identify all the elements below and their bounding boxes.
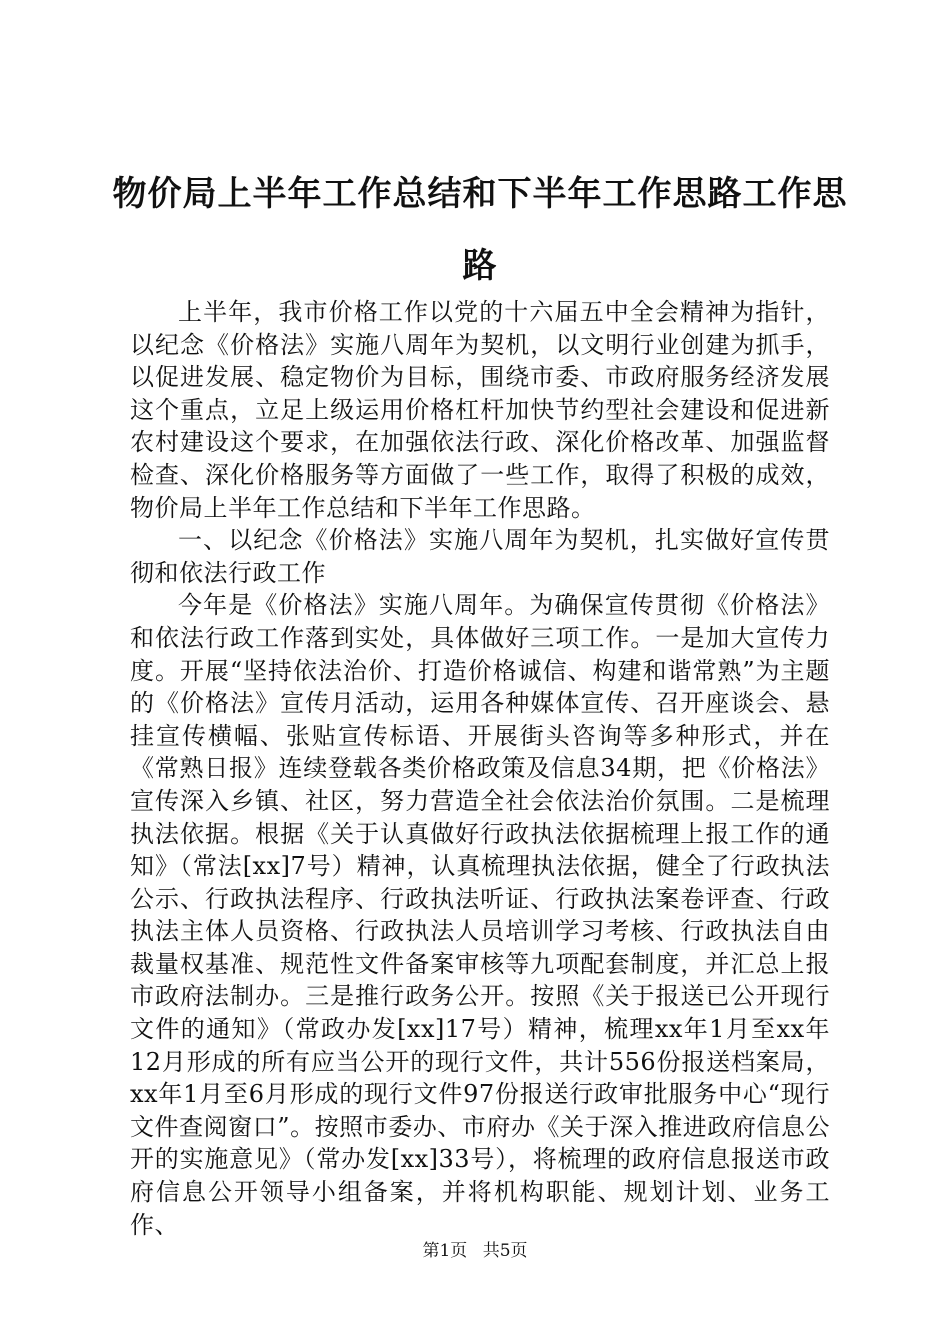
document-body bbox=[130, 296, 830, 1241]
section-heading-1: 一、以纪念《价格法》实施八周年为契机，扎实做好宣传贯彻和依法行政工作 bbox=[130, 526, 830, 587]
page-footer bbox=[0, 1240, 950, 1262]
page-total: 共5页 bbox=[482, 1241, 528, 1261]
page-number: 第1页 bbox=[422, 1241, 468, 1261]
paragraph-section-1: 今年是《价格法》实施八周年。为确保宣传贯彻《价格法》和依法行政工作落到实处，具体做好三项工作。一是加大宣传力度。开展“坚持依法治价、打造价格诚信、构建和谐常熟”为主题的《价格法》宣传月活动，运用各种媒体宣传、召开座谈会、悬挂宣传横幅、张贴宣传标语、开展街头咨询等多种形式，并在《常熟日报》连续登载各类价格政策及信息34期，把《价格法》宣传深入乡镇、社区，努力营造全社会依法治价氛围。二是梳理执法依据。根据《关于认真做好行政执法依据梳理上报工作的通知》（常法[xx]7号）精神，认真梳理执法依据，健全了行政执法公示、行政执法程序、行政执法听证、行政执法案卷评查、行政执法主体人员资格、行政执法人员培训学习考核、行政执法自由裁量权基准、规范性文件备案审核等九项配套制度，并汇总上报市政府法制办。三是推行政务公开。按照《关于报送已公开现行文件的通知》（常政办发[xx]17号）精神，梳理xx年1月至xx年12月形成的所有应当公开的现行文件，共计556份报送档案局，xx年1月至6月形成的现行文件97份报送行政审批服务中心“现行文件查阅窗口”。按照市委办、市府办《关于深入推进政府信息公开的实施意见》（常办发[xx]33号），将梳理的政府信息报送市政府信息公开领导小组备案，并将机构职能、规划计划、业务工作、 bbox=[130, 591, 830, 1239]
paragraph-intro: 上半年，我市价格工作以党的十六届五中全会精神为指针，以纪念《价格法》实施八周年为契机，以文明行业创建为抓手，以促进发展、稳定物价为目标，围绕市委、市政府服务经济发展这个重点，立足上级运用价格杠杆加快节约型社会建设和促进新农村建设这个要求，在加强依法行政、深化价格改革、加强监督检查、深化价格服务等方面做了一些工作，取得了积极的成效，物价局上半年工作总结和下半年工作思路。 bbox=[130, 298, 830, 522]
document-title: 物价局上半年工作总结和下半年工作思路工作思路 bbox=[112, 174, 848, 286]
